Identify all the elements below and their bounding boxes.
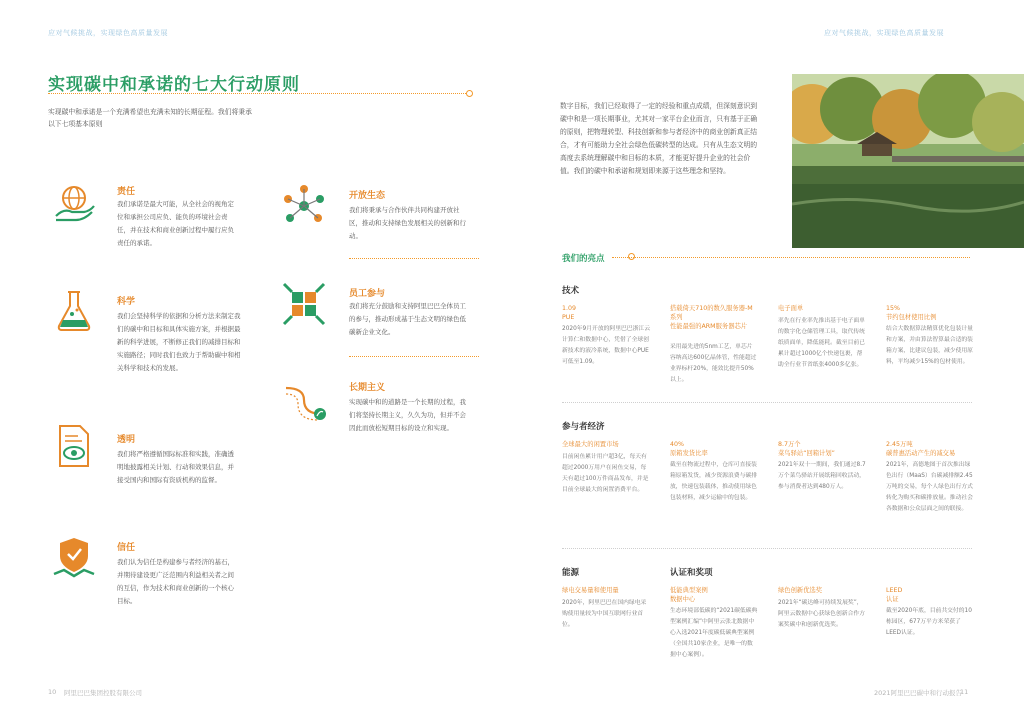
puzzle-hands-icon (280, 280, 328, 328)
title-divider-dot (466, 90, 473, 97)
principle-text: 我们将充分鼓励和支持阿里巴巴全体员工的参与，推动形成基于生态文明的绿色低碳新企业文化。 (349, 302, 466, 336)
road-leaf-icon (280, 378, 328, 426)
principle-text: 我们将严格遵循国际标准和实践，准确透明地披露相关计划、行动和效果信息，并接受国内和国际有资质机构的监督。 (117, 450, 234, 484)
highlight-body: 采用最先进的5nm工艺，单芯片容纳高达600亿晶体管，性能超过业界标杆20%，能效比提升50%以上。 (670, 344, 757, 383)
principle-title: 科学 (117, 297, 136, 307)
footer-page-number: 11 (960, 688, 969, 696)
highlight-title: LEED 认证 (886, 587, 903, 603)
highlights-title: 我们的亮点 (562, 254, 605, 264)
highlight-title: 8.7万个 菜鸟驿站“回箱计划” (778, 441, 835, 457)
highlight-title: 搭载倚天710的数久服务器-M系列 性能最强的ARM服务器芯片 (670, 305, 753, 330)
highlight-body: 结合大数据算法精算优化包装计量和方案，并由算法智算最合适的装箱方案，比建议包装，减少使用原料，平均减少15%的包材使用。 (886, 326, 973, 365)
highlight-body: 2021年双十一期间，我们通过8.7万个菜鸟驿站开展纸箱回收活动，参与消费者达到480万人。 (778, 462, 866, 490)
divider (349, 258, 479, 259)
principle-title: 员工参与 (349, 289, 386, 299)
section-title: 技术 (562, 286, 580, 296)
principle-text: 我们会坚持科学的依据和分析方法来制定我们的碳中和目标和具体实施方案，并根据最新的科学进展，不断修正我们的减排目标和实施路径；同时我们也致力于帮助碳中和相关科学和技术的发展。 (117, 312, 241, 372)
footer-page-number: 10 (48, 688, 57, 696)
section-title: 认证和奖项 (670, 568, 713, 578)
highlight-body: 2020年9月开放的阿里巴巴浙江云计算仁和数据中心，凭借了全球创新技术的液冷系统，数据中心PUE可低至1.09。 (562, 326, 651, 365)
principle-text: 我们将秉承与合作伙伴共同构建开放社区，推动和支持绿色发展相关的创新和行动。 (349, 206, 466, 240)
principle-text: 实现碳中和的道路是一个长期的过程，我们将坚持长期主义，久久为功，但并不会因此而放松短期目标的设立和实现。 (349, 398, 466, 432)
highlight-body: 截至2020年底，目前共交付的10栋园区，677万平方米荣获了LEED认证。 (886, 608, 972, 636)
principle-title: 长期主义 (349, 383, 386, 393)
divider (349, 356, 479, 357)
highlight-title: 40% 原箱发货比率 (670, 441, 708, 457)
highlight-body: 2021年“碳达峰可持续发展奖”，阿里云数据中心获绿色创新合作方案奖碳中和创新优选奖。 (778, 600, 865, 628)
intro-text: 实现碳中和承诺是一个充满希望也充满未知的长期征程。我们将秉承以下七项基本原则 (48, 108, 252, 128)
highlight-title: 低能典型案例 数据中心 (670, 587, 708, 603)
document-eye-icon (50, 422, 98, 470)
footer-report: 2021阿里巴巴碳中和行动报告 (874, 689, 963, 697)
principle-title: 信任 (117, 543, 136, 553)
highlights-divider (612, 257, 970, 258)
highlight-title: 2.45万吨 碳普惠活动产生的减交易 (886, 441, 956, 457)
highlight-title: 15% 节约包材使用比例 (886, 305, 937, 321)
section-divider (562, 402, 972, 403)
highlight-body: 率先在行业率先推出基于电子面单的数字化仓储管理工具，取代传统纸质面单，降低能耗。截至目前已累计超过1000亿个快递包裹，帮助全行业节省纸张4000多亿张。 (778, 318, 865, 368)
right-paragraph: 数字目标，我们已经取得了一定的经验和重点成绩，但深刻意识到碳中和是一项长期事业，尤其对一家平台企业而言，只有基于正确的原则，把物理转型、科技创新和参与者经济中的商业创新真正结合，才有可能助力全社会绿色低碳转型的达成。只有从生态文明的高度去系统理解碳中和目标的本质，才能更好提升企业的社会价值。我们的碳中和承诺和规划即来源于这些理念和坚持。 (560, 102, 758, 175)
highlight-body: 生态环境部低碳的“2021碳低碳典型案例汇编”中阿里云张北数据中心入选2021年度碳低碳典型案例（全国共10家企业，是唯一的数据中心案例）。 (670, 608, 758, 658)
flask-icon (50, 286, 98, 334)
highlight-title: 绿色创新优选奖 (778, 587, 823, 594)
landscape-photo (792, 74, 1024, 248)
principle-title: 责任 (117, 187, 136, 197)
highlight-body: 2021年，高德地图于首次推出绿色出行（MaaS）台碳减排额2.45万吨的交易，每个人绿色出行方式转化为购买和碳排放量。推动社会各数据和公众层面之间的联接。 (886, 462, 973, 512)
section-divider (562, 548, 972, 549)
globe-hand-icon (50, 178, 98, 226)
highlight-body: 截至在物流过程中，仓库可直接装箱原箱发货，减少资源浪费与碳排放，快速包装载体，推动使用绿色包装材料，减少运输中的包装。 (670, 462, 757, 501)
highlight-title: 电子面单 (778, 305, 804, 312)
highlight-title: 1.09 PUE (562, 305, 577, 321)
shield-handshake-icon (50, 534, 98, 582)
highlight-title: 绿电交易量和使用量 (562, 587, 619, 594)
principle-title: 透明 (117, 435, 136, 445)
principle-text: 我们认为信任是构建参与者经济的基石，并期待建设更广泛范围内利益相关者之间的互信，作为技术和商业创新的一个核心目标。 (117, 558, 234, 605)
header-text: 应对气候挑战，实现绿色高质量发展 (824, 29, 944, 37)
footer-company: 阿里巴巴集团控股有限公司 (64, 689, 142, 697)
header-text: 应对气候挑战，实现绿色高质量发展 (48, 29, 168, 37)
title-divider (48, 93, 468, 94)
highlight-body: 目前闲鱼累计用户超3亿，每天有超过2000万用户在闲鱼交易，每天有超过100万件商品发布，并是目前全球最大的闲置消费平台。 (562, 454, 649, 493)
network-icon (280, 182, 328, 230)
page-title: 实现碳中和承诺的七大行动原则 (48, 75, 300, 95)
highlight-body: 2020年，阿里巴巴在国内绿电采购使用量较为中国互联网行业首位。 (562, 600, 647, 628)
section-title: 能源 (562, 568, 580, 578)
highlight-title: 全球最大的闲置市场 (562, 441, 619, 448)
right-page (512, 0, 1024, 724)
principle-text: 我们承诺是最大可能，从全社会的视角定位和承担公司应负、能负的环境社会责任，并在技术和商业创新过程中履行应负责任的承诺。 (117, 200, 234, 247)
section-title: 参与者经济 (562, 422, 605, 432)
principle-title: 开放生态 (349, 191, 386, 201)
